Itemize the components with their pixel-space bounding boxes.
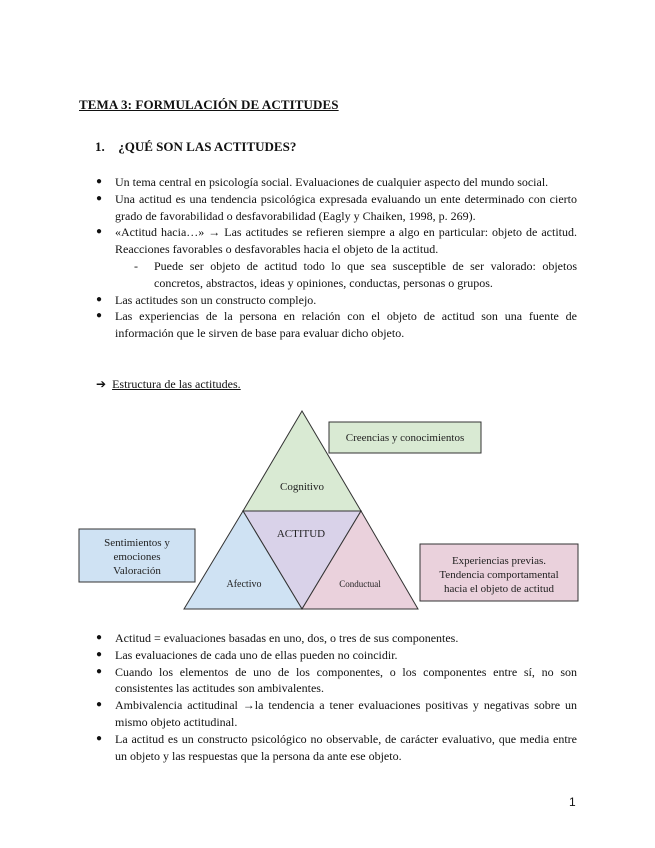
list-item: ● Las actitudes son un constructo complejo. [96,292,317,307]
bullet-icon: ● [96,665,103,677]
bullet-icon: ● [96,310,103,322]
bullet-list-bottom [96,630,577,764]
bullet-icon: ● [96,293,103,305]
list-item: ● Las evaluaciones de cada uno de ellas pueden no coincidir. [96,647,398,662]
section-number: 1. [95,139,105,154]
experiences-line-1: Experiencias previas. [451,555,547,567]
list-item: ● Actitud = evaluaciones basadas en uno, dos, o tres de sus componentes. [96,631,459,645]
cognitive-label: Cognitivo [279,481,325,493]
bullet-icon: ● [96,648,103,660]
affective-label: Afectivo [226,579,262,590]
bullet-icon: ● [96,176,103,187]
section-title: ¿QUÉ SON LAS ACTITUDES? [118,139,297,154]
list-item: ● «Actitud hacia…» → Las actitudes se refieren siempre a algo en particular: objeto de actitud. Reacciones favorables o desfavorables hacia el objeto de la actitud. [96,225,577,257]
bullet-icon: ● [96,632,103,643]
behavioral-label: Conductual [339,579,381,589]
list-item: ● Una actitud es una tendencia psicológica expresada evaluando un ente determinado con cierto grado de favorabilidad o desfavorabilidad (Eagly y Chaiken, 1998, p. 269). [96,191,577,223]
feelings-line-1: Sentimientos y [104,537,170,549]
dash-icon: - [134,258,138,273]
structure-label: Estructura de las actitudes. [112,377,241,391]
list-item: ● Un tema central en psicología social. Evaluaciones de cualquier aspecto del mundo social. [96,175,549,189]
feelings-line-2: emociones [113,551,161,563]
page-number: 1 [569,795,576,809]
experiences-line-2: Tendencia comportamental [439,569,559,581]
list-item: ● Cuando los elementos de uno de los componentes, o los componentes entre sí, no son consistentes las actitudes son ambivalentes. [96,664,577,696]
sub-list-item: - Puede ser objeto de actitud todo lo que sea susceptible de ser valorado: objetos concretos, abstractos, ideas y opiniones, conductas, personas o grupos. [134,258,577,290]
bullet-icon: ● [96,732,103,744]
feelings-line-3: Valoración [113,565,161,577]
list-item: ● La actitud es un constructo psicológico no observable, de carácter evaluativo, que media entre un objeto y las respuestas que la persona da ante ese objeto. [96,731,577,763]
bullet-icon: ● [96,192,103,204]
list-item: ● Ambivalencia actitudinal →la tendencia a tener evaluaciones positivas y negativas sobre un mismo objeto actitudinal. [96,698,577,729]
list-item: ● Las experiencias de la persona en relación con el objeto de actitud son una fuente de información que le sirven de base para evaluar dicho objeto. [96,309,577,341]
bullet-icon: ● [96,226,103,238]
document-title: TEMA 3: FORMULACIÓN DE ACTITUDES [79,97,339,112]
experiences-line-3: hacia el objeto de actitud [444,583,554,595]
beliefs-text: Creencias y conocimientos [345,432,465,444]
arrow-right-icon: ➔ [96,377,107,391]
bullet-icon: ● [96,699,103,711]
center-label: ACTITUD [276,528,326,540]
